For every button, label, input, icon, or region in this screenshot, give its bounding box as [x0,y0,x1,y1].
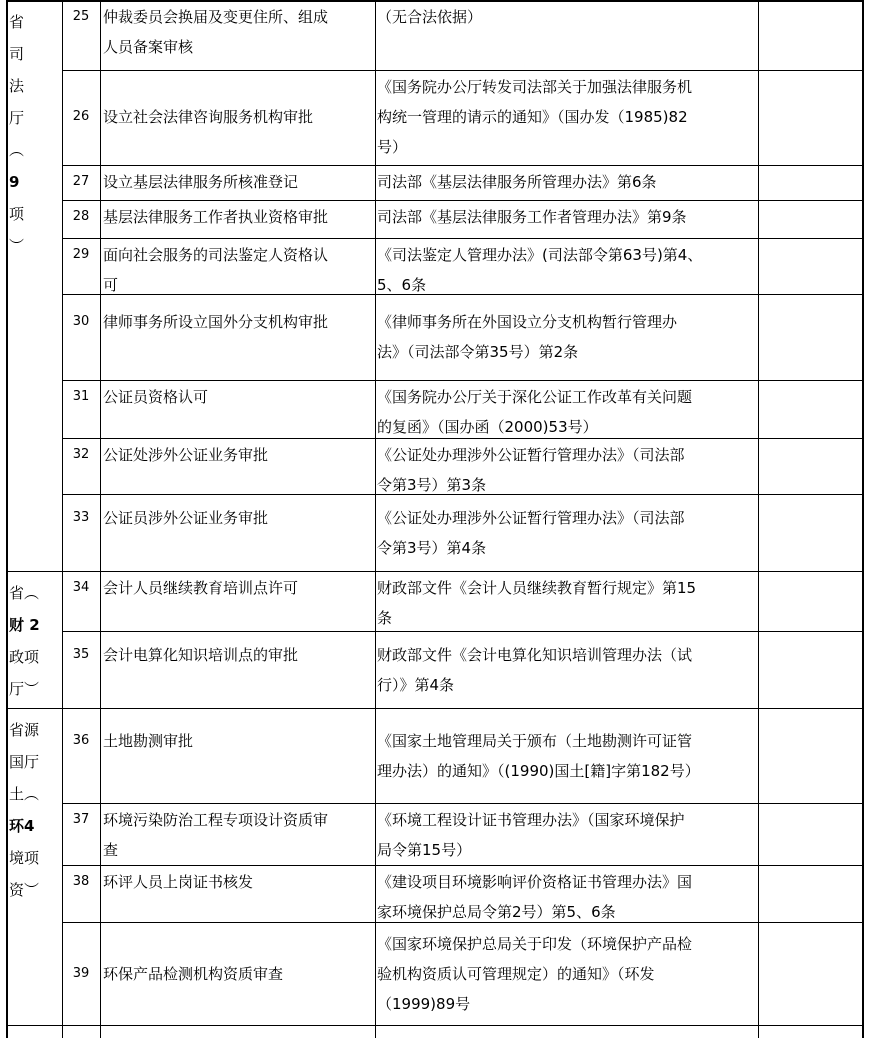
department-group-char: 省源 [9,721,40,739]
column-border [375,0,376,1038]
row-border [6,1025,862,1026]
legal-basis-line: 构统一管理的请示的通知》（国办发（1985)82 [377,108,688,126]
legal-basis-line: 《律师事务所在外国设立分支机构暂行管理办 [377,313,678,331]
legal-basis-line: 《国家环境保护总局关于印发（环境保护产品检 [377,934,693,953]
item-number [63,2,99,32]
legal-basis-line: 号） [377,138,408,156]
department-group-char: 厅 [9,109,25,127]
item-name-line: 会计电算化知识培训点的审批 [103,645,299,664]
item-name-line: 环境污染防治工程专项设计资质审 [103,811,329,829]
legal-basis-line: 法》（司法部令第35号）第2条 [377,343,579,361]
legal-basis-line: 行）》第4条 [377,675,455,694]
item-number [63,959,99,989]
item-number-text: 30 [72,314,90,329]
legal-basis-line: （无合法依据） [377,8,483,26]
column-border [862,0,864,1038]
legal-basis-line: 令第3号）第3条 [377,476,487,494]
item-name-line: 环评人员上岗证书核发 [103,873,254,891]
item-number [63,167,99,197]
item-number-text: 36 [72,732,90,748]
item-name-line: 公证员涉外公证业务审批 [103,508,269,527]
item-number [63,503,99,533]
legal-basis-line: 理办法）的通知》（(1990)国土[籍]字第182号） [377,761,700,780]
item-number-text: 27 [72,174,90,189]
department-group-char: ︶ [9,237,25,255]
row-border [62,571,862,572]
legal-basis-line: 局令第15号） [377,841,472,859]
item-number [63,726,99,756]
item-number [63,382,99,412]
row-border [62,200,862,201]
item-number-text: 26 [72,109,90,124]
item-number-text: 34 [72,580,90,595]
department-group-char: 法 [9,77,25,95]
department-group-char: 财 2 [9,616,40,634]
item-number-text: 39 [72,965,90,981]
row-border [6,708,62,709]
department-group-char: 省︵ [9,584,40,602]
item-number [63,805,99,835]
item-number [63,102,99,132]
item-number [63,640,99,670]
department-group-char: ︵ [9,141,25,159]
legal-basis-line: 财政部文件《会计人员继续教育暂行规定》第15 [377,579,697,597]
item-number [63,240,99,270]
item-name-line: 律师事务所设立国外分支机构审批 [103,313,329,331]
department-group-char: 土︵ [9,785,40,803]
item-number-text: 38 [72,874,90,889]
item-name-line: 公证处涉外公证业务审批 [103,446,269,464]
legal-basis-line: 验机构资质认可管理规定）的通知》（环发 [377,964,655,983]
legal-basis-line: 《建设项目环境影响评价资格证书管理办法》国 [377,873,693,891]
row-border [62,238,862,239]
item-name-line: 仲裁委员会换届及变更住所、组成 [103,8,329,26]
department-group-char: 司 [9,45,25,63]
legal-basis-line: 司法部《基层法律服务工作者管理办法》第9条 [377,208,687,226]
item-name-line: 查 [103,841,119,859]
item-name-line: 设立基层法律服务所核准登记 [103,173,299,191]
item-number-text: 37 [72,812,90,827]
item-number-text: 31 [72,389,90,404]
department-group-label [9,714,61,906]
legal-basis-line: 家环境保护总局令第2号）第5、6条 [377,903,616,921]
item-name-line: 基层法律服务工作者执业资格审批 [103,208,329,226]
legal-basis-line: 《公证处办理涉外公证暂行管理办法》（司法部 [377,508,685,527]
legal-basis-line: 《国家土地管理局关于颁布（土地勘测许可证管 [377,731,693,750]
item-name-line: 会计人员继续教育培训点许可 [103,579,299,597]
item-number [63,867,99,897]
row-border [62,708,862,709]
row-border [62,865,862,866]
department-group-char: 境项 [9,849,40,867]
legal-basis-line: 《司法鉴定人管理办法》(司法部令第63号)第4、 [377,246,703,264]
item-number-text: 25 [72,9,90,24]
row-border [62,165,862,166]
legal-basis-line: 的复函》（国办函（2000)53号） [377,418,598,436]
item-name-line: 可 [103,276,119,294]
item-number [63,202,99,232]
department-group-char: 厅︶ [9,680,40,698]
department-group-char: 资︶ [9,881,40,899]
legal-basis-line: 条 [377,609,393,627]
item-name-line: 土地勘测审批 [103,731,194,750]
item-number [63,573,99,603]
legal-basis-line: 《环境工程设计证书管理办法》（国家环境保护 [377,811,685,829]
row-border [62,803,862,804]
column-border [758,0,759,1038]
legal-basis-line: 《国务院办公厅转发司法部关于加强法律服务机 [377,78,693,96]
department-group-char: 环4 [9,817,35,835]
department-group-char: 国厅 [9,753,40,771]
department-group-char: 政项 [9,648,40,666]
department-group-char: 项 [9,205,25,223]
legal-basis-line: 《国务院办公厅关于深化公证工作改革有关问题 [377,388,693,406]
department-group-label [9,577,61,705]
item-name-line: 设立社会法律咨询服务机构审批 [103,108,314,126]
department-group-char: 省 [9,13,25,31]
row-border [62,631,862,632]
item-name-line: 环保产品检测机构资质审查 [103,964,284,983]
legal-basis-line: 司法部《基层法律服务所管理办法》第6条 [377,173,657,191]
legal-basis-line: 令第3号）第4条 [377,538,487,557]
column-border [100,0,101,1038]
item-number-text: 35 [72,646,90,662]
item-name-line: 面向社会服务的司法鉴定人资格认 [103,246,329,264]
legal-basis-line: （1999)89号 [377,994,471,1013]
department-group-char: 9 [9,173,20,191]
department-group-label [9,6,61,262]
column-border [6,0,8,1038]
item-number [63,307,99,337]
legal-basis-line: 《公证处办理涉外公证暂行管理办法》（司法部 [377,446,685,464]
item-number-text: 29 [72,247,90,262]
row-border [62,380,862,381]
legal-basis-line: 财政部文件《会计电算化知识培训管理办法（试 [377,645,693,664]
item-number-text: 28 [72,209,90,224]
row-border [6,571,62,572]
item-number [63,440,99,470]
row-border [62,70,862,71]
item-name-line: 人员备案审核 [103,38,194,56]
item-number-text: 32 [72,447,90,462]
row-border [62,294,862,295]
legal-basis-line: 5、6条 [377,276,427,294]
item-number-text: 33 [72,509,90,525]
item-name-line: 公证员资格认可 [103,388,209,406]
